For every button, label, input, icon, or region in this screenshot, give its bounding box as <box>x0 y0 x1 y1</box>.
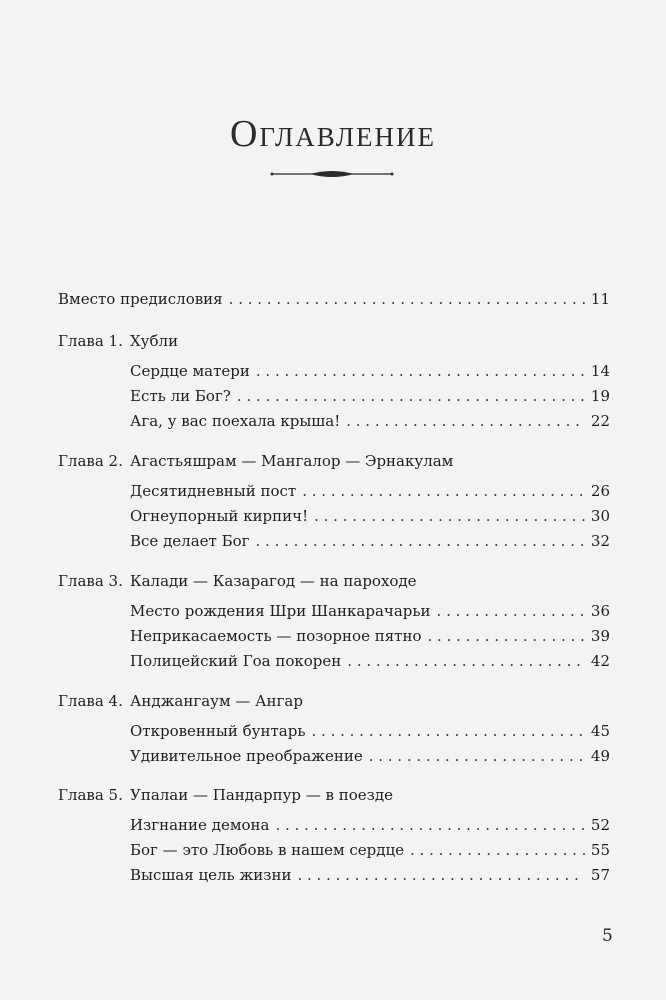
toc-entry[interactable] <box>130 652 610 678</box>
toc-page-number: 14 <box>590 362 610 380</box>
toc-entry-label: Ага, у вас поехала крыша! <box>130 412 341 430</box>
toc-page-number: 19 <box>590 387 610 405</box>
toc-entry-label: Откровенный бунтарь <box>130 722 306 740</box>
leader-dots <box>256 532 585 550</box>
toc-entry-preface[interactable] <box>58 290 610 316</box>
ornament-divider <box>270 168 394 180</box>
chapter-heading[interactable] <box>58 692 610 718</box>
toc-entry-label: Неприкасаемость — позорное пятно <box>130 627 422 645</box>
toc-page-number: 52 <box>590 816 610 834</box>
toc-entry[interactable] <box>130 482 610 508</box>
toc-entry[interactable] <box>130 722 610 748</box>
chapter-heading[interactable] <box>58 786 610 812</box>
toc-page-number: 30 <box>590 507 610 525</box>
chapter-label: Глава 2. <box>58 452 123 470</box>
toc-page-number: 42 <box>590 652 610 670</box>
chapter-heading[interactable] <box>58 572 610 598</box>
toc-page-number: 22 <box>590 412 610 430</box>
leader-dots <box>314 507 585 525</box>
toc-entry-label: Все делает Бог <box>130 532 250 550</box>
toc-entry-label: Огнеупорный кирпич! <box>130 507 309 525</box>
chapter-title: Хубли <box>130 332 179 350</box>
chapter-title: Калади — Казарагод — на пароходе <box>130 572 417 590</box>
toc-entry[interactable] <box>130 532 610 558</box>
leader-dots <box>229 290 585 308</box>
leader-dots <box>302 482 585 500</box>
leader-dots <box>237 387 585 405</box>
toc-page-number: 49 <box>590 747 610 765</box>
toc-entry-label: Изгнание демона <box>130 816 270 834</box>
toc-entry[interactable] <box>130 602 610 628</box>
toc-entry-label: Бог — это Любовь в нашем сердце <box>130 841 405 859</box>
toc-entry[interactable] <box>130 362 610 388</box>
toc-page-number: 36 <box>590 602 610 620</box>
toc-entry-label: Высшая цель жизни <box>130 866 292 884</box>
chapter-title: Анджангаум — Ангар <box>130 692 303 710</box>
toc-entry-label: Десятидневный пост <box>130 482 297 500</box>
chapter-heading[interactable] <box>58 452 610 478</box>
toc-entry-label: Есть ли Бог? <box>130 387 231 405</box>
leader-dots <box>312 722 585 740</box>
leader-dots <box>346 412 585 430</box>
toc-entry-label: Вместо предисловия <box>58 290 223 308</box>
leader-dots <box>347 652 585 670</box>
page-title: Оглавление <box>229 113 437 155</box>
toc-page-number: 45 <box>590 722 610 740</box>
toc-page-number: 57 <box>590 866 610 884</box>
toc-entry[interactable] <box>130 627 610 653</box>
toc-page-number: 26 <box>590 482 610 500</box>
leader-dots <box>410 841 585 859</box>
chapter-heading[interactable] <box>58 332 610 358</box>
leader-dots <box>369 747 585 765</box>
chapter-title: Агастьяшрам — Мангалор — Эрнакулам <box>130 452 454 470</box>
toc-entry-label: Сердце матери <box>130 362 250 380</box>
chapter-label: Глава 1. <box>58 332 123 350</box>
toc-entry-label: Место рождения Шри Шанкарачарьи <box>130 602 431 620</box>
toc-entry[interactable] <box>130 412 610 438</box>
toc-entry[interactable] <box>130 866 610 892</box>
toc-entry[interactable] <box>130 841 610 867</box>
chapter-label: Глава 3. <box>58 572 123 590</box>
chapter-label: Глава 4. <box>58 692 123 710</box>
toc-entry[interactable] <box>130 747 610 773</box>
leader-dots <box>428 627 585 645</box>
toc-page-number: 39 <box>590 627 610 645</box>
chapter-title: Упалаи — Пандарпур — в поезде <box>130 786 393 804</box>
toc-entry[interactable] <box>130 816 610 842</box>
toc-page-number: 11 <box>590 290 610 308</box>
chapter-label: Глава 5. <box>58 786 123 804</box>
toc-page-number: 32 <box>590 532 610 550</box>
leader-dots <box>275 816 584 834</box>
toc-entry-label: Удивительное преображение <box>130 747 363 765</box>
leader-dots <box>437 602 585 620</box>
page-number: 5 <box>602 926 613 946</box>
leader-dots <box>256 362 585 380</box>
toc-entry-label: Полицейский Гоа покорен <box>130 652 342 670</box>
toc-entry[interactable] <box>130 507 610 533</box>
toc-entry[interactable] <box>130 387 610 413</box>
toc-page-number: 55 <box>590 841 610 859</box>
leader-dots <box>297 866 584 884</box>
